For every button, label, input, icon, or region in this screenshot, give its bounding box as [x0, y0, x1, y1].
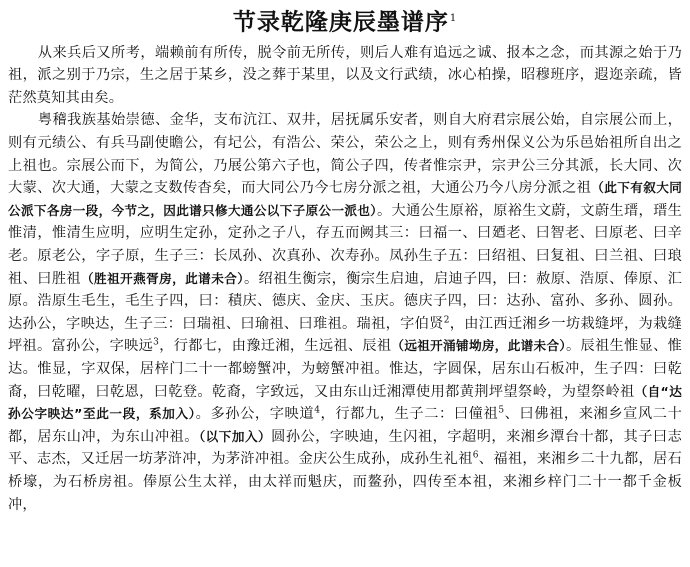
text-segment: 、曰佛祖，来湘乡宣风二十都，居东山冲，为东山冲祖。: [8, 406, 683, 445]
title-footnote-marker: 1: [449, 13, 458, 24]
footnote-marker: 6: [472, 450, 479, 461]
footnote-marker: 2: [443, 315, 450, 326]
text-segment: 。大通公生原裕，原裕生文蔚，文蔚生瑨，瑨生惟清，惟清生应明，应明生定孙，定孙之子八，存五而阙其三：曰福一、曰廼老、曰智老、曰原老、曰辛老。原老公，字子原，生子三：长凤孙、次真孙、次寿孙。凤孙生子五：曰绍祖、曰复祖、曰兰祖、曰琅祖、曰胜祖: [8, 202, 683, 287]
footnote-marker: 4: [314, 405, 321, 416]
text-segment: 粤稽我族基始崇德、金华，支布沆江、双井，居抚属乐安者，则自大府君宗展公始，自宗展公而上，则有元绩公、有兵马副使瞻公，有圮公，有浩公、荣公，荣公之上，则有秀州保义公为乐邑始祖所自出之上祖也。宗展公而下，为简公，乃展公第六子也，简公子四，传者惟宗尹，宗尹公三分其派，长大同、次大蒙、次大通，大蒙之支数传杳矣，而大同公乃今七房分派之祖，大通公乃今八房分派之祖: [8, 112, 682, 197]
footnote-marker: 3: [153, 337, 160, 348]
editor-note: （胜祖开燕胥房，此谱未合）: [81, 270, 244, 286]
text-segment: 。绍祖生衡宗，衡宗生启迪，启迪子四，曰：赦原、浩原、俸原、汇原。浩原生毛生，毛生子四，曰：積庆、德庆、金庆、玉庆。德庆子四，曰：达孙、富孙、多孙、圆孙。达孙公，字映达，生子三：曰瑞祖、曰瑜祖、曰琟祖。瑞祖，字伯贤: [8, 270, 682, 332]
footnote-marker: 5: [498, 405, 505, 416]
editor-note: （此下有叙大同公派下各房一段，今节之，因此谱只修大通公以下子原公一派也）: [8, 180, 682, 218]
editor-note: （自“达孙公字映达”至此一段，系加入）: [8, 383, 683, 422]
text-segment: ，行都七，由豫迁湘，生远祖、辰祖: [159, 338, 392, 355]
paragraph-intro: 从来兵后又所考，端赖前有所传，脱令前无所传，则后人难有追远之诚、报本之念，而其源之始于乃祖，派之别于乃宗，生之居于某乡，没之葬于某里，以及文行武绩，冰心柏操，昭穆班序，遐迩亲疏，皆茫然莫知其由矣。: [8, 44, 682, 106]
paragraph-genealogy: [8, 109, 682, 516]
text-segment: ，行都九，生子二：曰僮祖: [320, 406, 499, 423]
text-segment: 。多孙公，字映道: [195, 406, 315, 423]
text-segment: 。辰祖生惟显、惟达。惟显，字双保，居梓门二十一都螃蟹冲，为螃蟹冲祖。惟达，字圆保，居东山石板冲，生子四：曰乾裔，曰乾曜，曰乾恩，曰乾登。乾裔，字致远，又由东山迁湘潭使用都黄荆坪望祭岭，为望祭岭祖: [8, 338, 682, 400]
text-segment: 圆孙公，字映迪，生闪祖，字超明，来湘乡潭台十都，其子曰志平、志杰，又迁居一坊茅浒冲，为茅浒冲祖。金庆公生成孙，成孙生礼祖: [8, 428, 682, 468]
editor-note: （以下加入）: [198, 428, 272, 444]
title-text: 节录乾隆庚辰墨谱序: [232, 8, 449, 36]
text-segment: 、福祖，来湘乡二十九都，居石桥壕，为石桥房祖。俸原公生太祥，由太祥而魁庆，而鳌孙，四传至本祖，来湘乡梓门二十一都千金板冲，: [8, 451, 682, 513]
text-segment: ，由江西迁湘乡一坊栽缝坪，为栽缝坪祖。富孙公，字映远: [8, 315, 682, 355]
page-title: [8, 4, 682, 38]
editor-note: （远祖开涌铺坳房，此谱未合）: [391, 338, 566, 354]
